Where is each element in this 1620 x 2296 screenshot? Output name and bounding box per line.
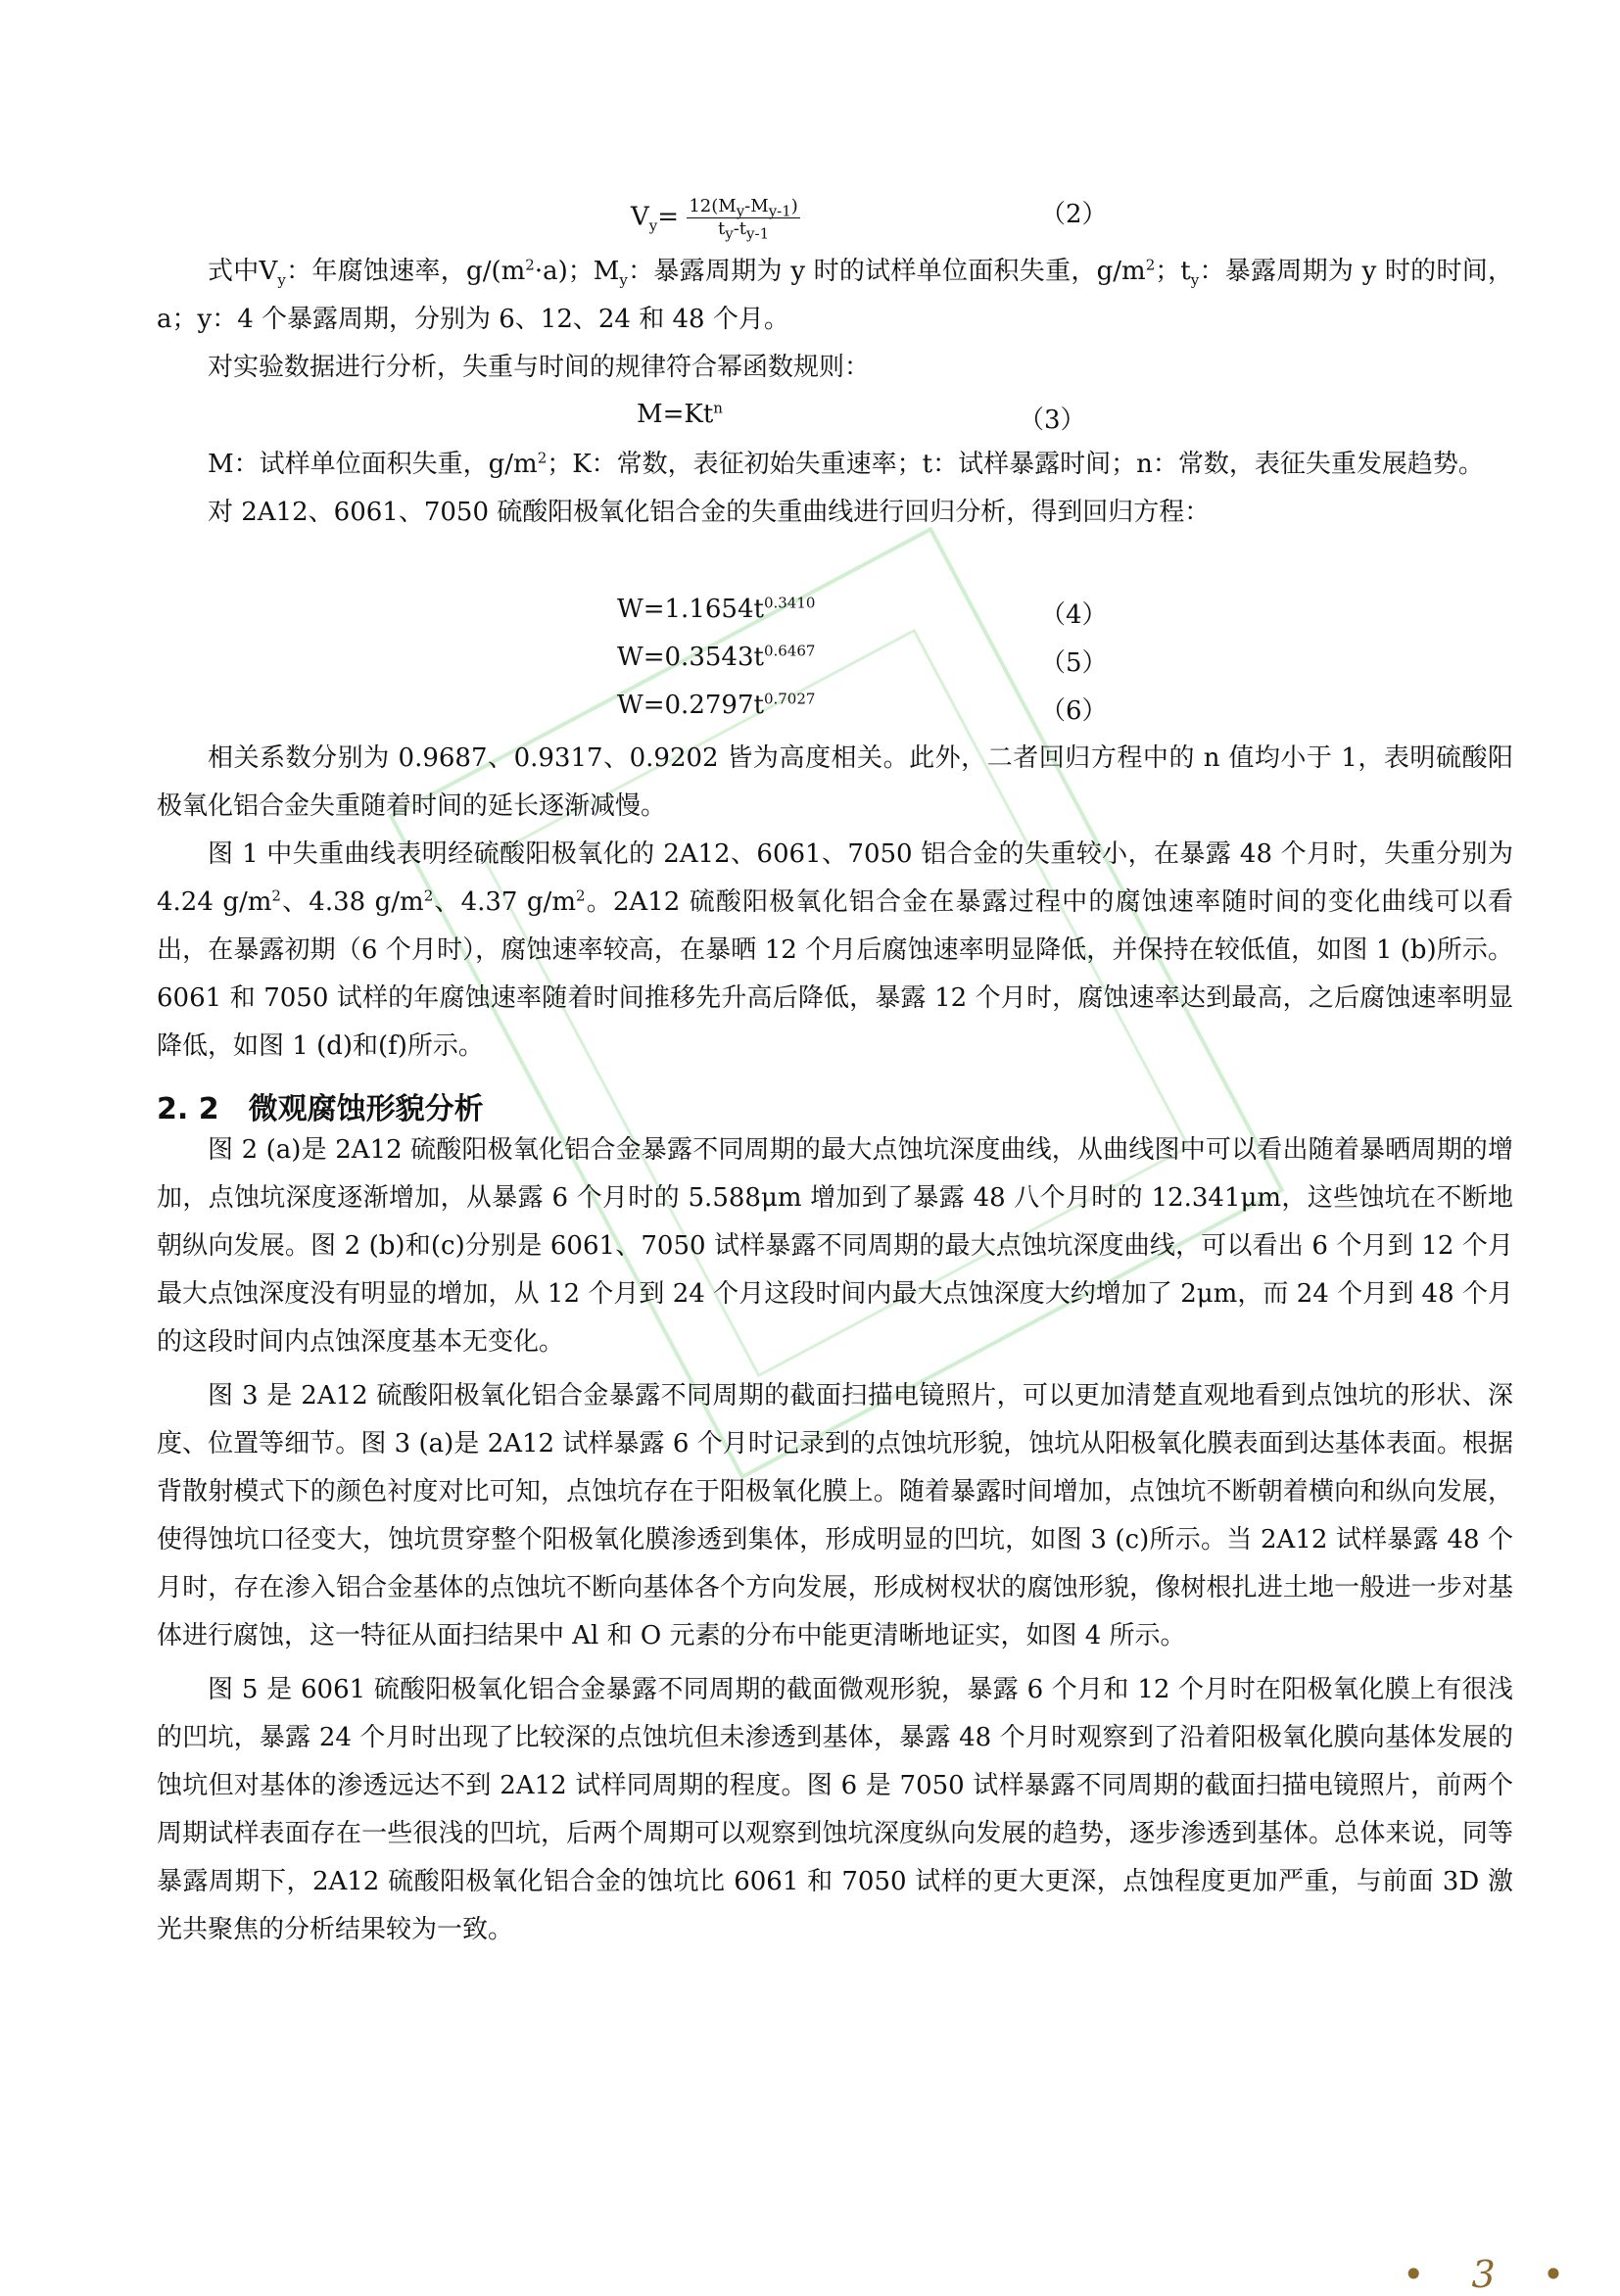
equation-number: （6）	[1040, 696, 1108, 726]
paragraph-figure-2: 图 2 (a)是 2A12 硫酸阳极氧化铝合金暴露不同周期的最大点蚀坑深度曲线，从曲线图中可以看出随着暴晒周期的增加，点蚀坑深度逐渐增加，从暴露 6 个月时的 5.588μm 增加到了暴露 48 八个月时的 12.341μm，这些蚀坑在不断地朝纵向发展。图 2 (b)和(c)分别是 6061、7050 试样暴露不同周期的最大点蚀坑深度曲线，可以看出 6 个月到 12 个月最大点蚀深度没有明显的增加，从 12 个月到 24 个月这段时间内最大点蚀深度大约增加了 2μm，而 24 个月到 48 个月的这段时间内点蚀深度基本无变化。	[157, 1135, 1513, 1357]
formula-6: $W=0.2797t^{0.7027}$ （6）	[617, 690, 1108, 726]
paragraph-figure-3: 图 3 是 2A12 硫酸阳极氧化铝合金暴露不同周期的截面扫描电镜照片，可以更加清楚直观地看到点蚀坑的形状、深度、位置等细节。图 3 (a)是 2A12 试样暴露 6 个月时记录到的点蚀坑形貌，蚀坑从阳极氧化膜表面到达基体表面。根据背散射模式下的颜色衬度对比可知，点蚀坑存在于阳极氧化膜上。随着暴露时间增加，点蚀坑不断朝着横向和纵向发展，使得蚀坑口径变大，蚀坑贯穿整个阳极氧化膜渗透到集体，形成明显的凹坑，如图 3 (c)所示。当 2A12 试样暴露 48 个月时，存在渗入铝合金基体的点蚀坑不断向基体各个方向发展，形成树杈状的腐蚀形貌，像树根扎进土地一般进一步对基体进行腐蚀，这一特征从面扫结果中 Al 和 O 元素的分布中能更清晰地证实，如图 4 所示。	[157, 1381, 1513, 1650]
paragraph-figure-5-6: 图 5 是 6061 硫酸阳极氧化铝合金暴露不同周期的截面微观形貌，暴露 6 个月和 12 个月时在阳极氧化膜上有很浅的凹坑，暴露 24 个月时出现了比较深的点蚀坑但未渗透到基体，暴露 48 个月时观察到了沿着阳极氧化膜向基体发展的蚀坑但对基体的渗透远达不到 2A12 试样同周期的程度。图 6 是 7050 试样暴露不同周期的截面扫描电镜照片，前两个周期试样表面存在一些很浅的凹坑，后两个周期可以观察到蚀坑深度纵向发展的趋势，逐步渗透到基体。总体来说，同等暴露周期下，2A12 硫酸阳极氧化铝合金的蚀坑比 6061 和 7050 试样的更大更深，点蚀程度更加严重，与前面 3D 激光共聚焦的分析结果较为一致。	[157, 1675, 1513, 1944]
formula-5: $W=0.3543t^{0.6467}$ （5）	[617, 642, 1108, 678]
equation-number: （4）	[1040, 600, 1108, 630]
fraction: $\frac{12(M_y-M_{y-1})}{t_y-t_{y-1}}$	[689, 196, 798, 243]
paragraph-regression: 对 2A12、6061、7050 硫酸阳极氧化铝合金的失重曲线进行回归分析，得到回归方程：	[208, 498, 1211, 527]
section-heading: 2. 2 微观腐蚀形貌分析	[157, 1092, 484, 1126]
paragraph-variables: 式中$V_y$：年腐蚀速率，$g/(m^2\cdot a)$；$M_y$：暴露周期为 y 时的试样单位面积失重，$g/m^2$；$t_y$：暴露周期为 y 时的时间，a；y：4 个暴露周期，分别为 6、12、24 和 48 个月。	[157, 256, 1514, 334]
paragraph-symbols: M：试样单位面积失重，$g/m^2$；K：常数，表征初始失重速率；t：试样暴露时间；n：常数，表征失重发展趋势。	[208, 449, 1484, 479]
formula-4: $W=1.1654t^{0.3410}$ （4）	[617, 594, 1108, 630]
formula-2: $V_y=$ $\frac{12(M_y-M_{y-1})}{t_y-t_{y-1}}$ （2）	[631, 196, 1108, 243]
equation-number: （3）	[1019, 406, 1086, 435]
paragraph-correlation: 相关系数分别为 0.9687、0.9317、0.9202 皆为高度相关。此外，二者回归方程中的 n 值均小于 1，表明硫酸阳极氧化铝合金失重随着时间的延长逐渐减慢。	[157, 743, 1513, 821]
equation-number: （5）	[1040, 648, 1108, 678]
page-number: • 3 •	[1403, 2253, 1583, 2296]
paragraph-power-law: 对实验数据进行分析，失重与时间的规律符合幂函数规则：	[208, 353, 871, 382]
equation-number: （2）	[1040, 200, 1108, 229]
formula-3: $M=Kt^n$ （3）	[637, 399, 1086, 435]
paragraph-figure-1: 图 1 中失重曲线表明经硫酸阳极氧化的 2A12、6061、7050 铝合金的失重较小，在暴露 48 个月时，失重分别为 4.24 $g/m^2$、4.38 $g/m^2$、4.37 $g/m^2$。2A12 硫酸阳极氧化铝合金在暴露过程中的腐蚀速率随时间的变化曲线可以看出，在暴露初期（6 个月时），腐蚀速率较高，在暴晒 12 个月后腐蚀速率明显降低，并保持在较低值，如图 1 (b)所示。6061 和 7050 试样的年腐蚀速率随着时间推移先升高后降低，暴露 12 个月时，腐蚀速率达到最高，之后腐蚀速率明显降低，如图 1 (d)和(f)所示。	[157, 839, 1513, 1061]
